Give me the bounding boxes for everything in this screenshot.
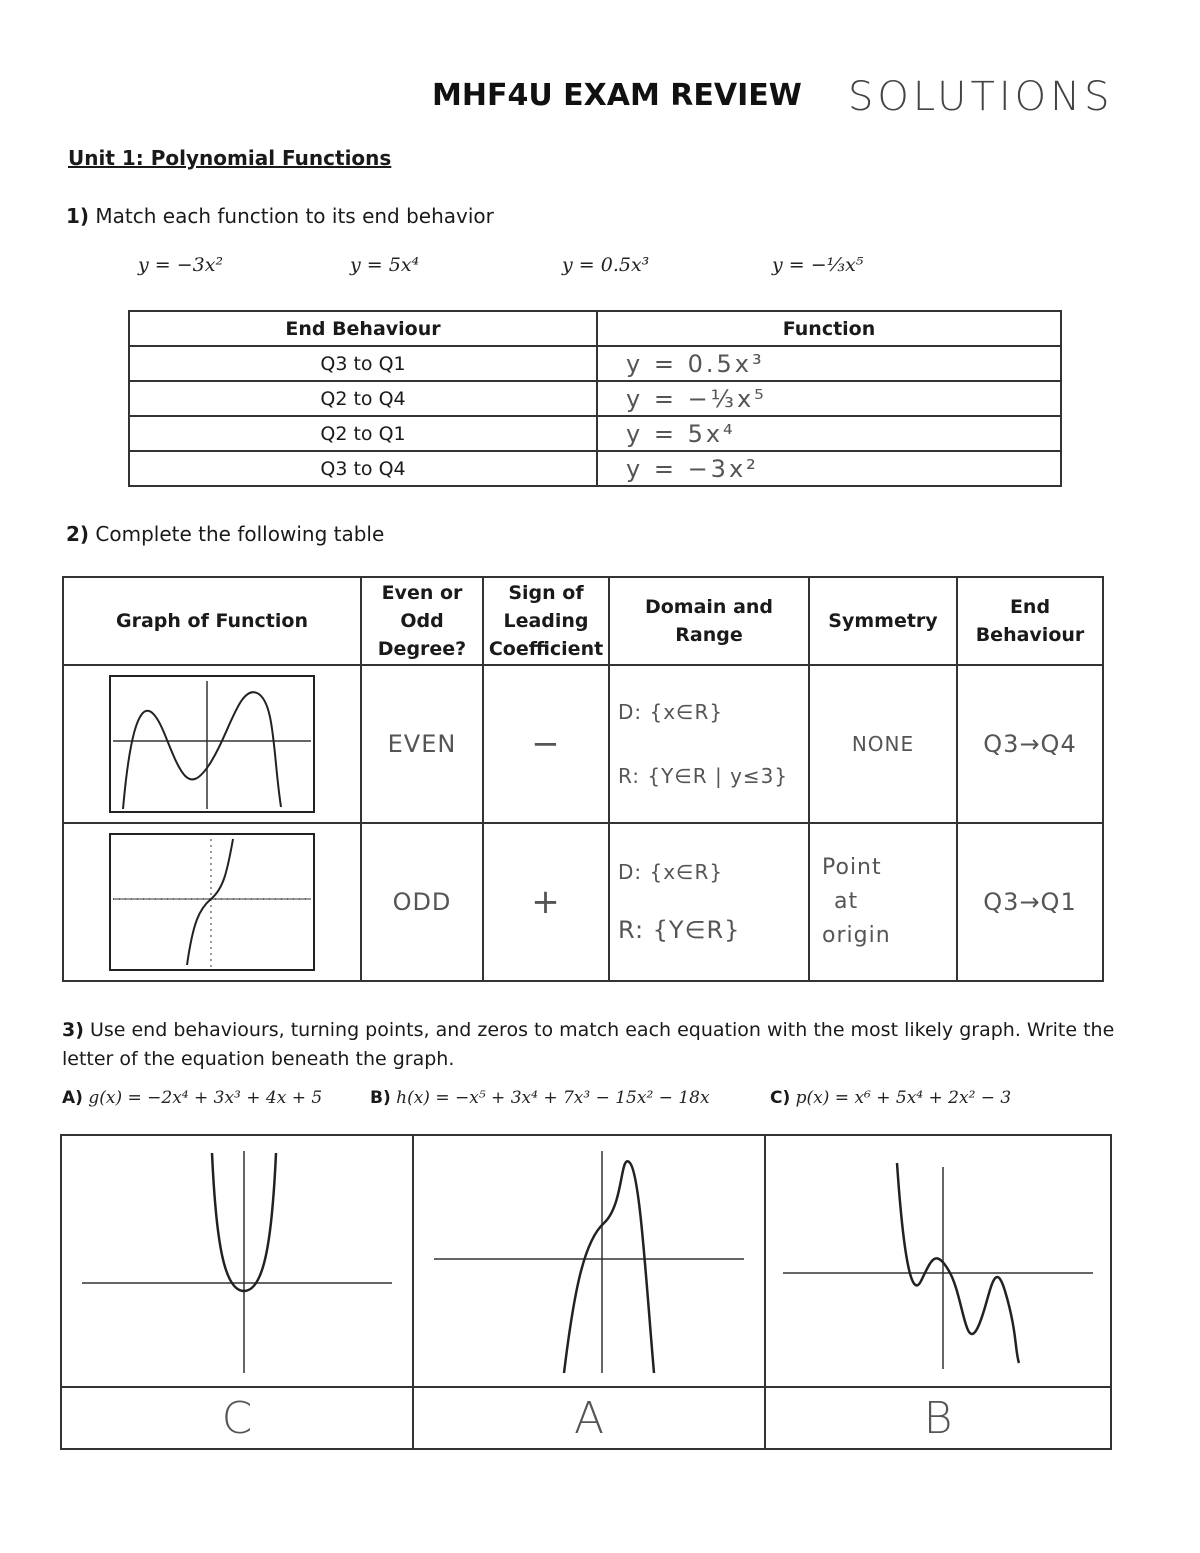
- function-answer-cell[interactable]: y = −3x²: [597, 451, 1061, 486]
- q3-graph-table: [60, 1134, 1112, 1450]
- q2-prompt-text: Complete the following table: [95, 522, 385, 546]
- symmetry-line: origin: [822, 923, 891, 948]
- graph-cell: [765, 1135, 1111, 1387]
- equation-text: p(x) = x⁶ + 5x⁴ + 2x² − 3: [795, 1088, 1012, 1108]
- header-end-line: End: [1009, 596, 1051, 618]
- header-degree: [361, 577, 483, 665]
- header-sign-line: Coefficient: [488, 638, 604, 660]
- header-degree-line: Degree?: [377, 638, 467, 660]
- quartic-negative-graph: [424, 1141, 754, 1381]
- range-answer: R: {Y∈R | y≤3}: [618, 764, 789, 788]
- q1-function-1: y = −3x²: [138, 254, 224, 276]
- header-domain-line: Domain and: [644, 596, 774, 618]
- domain-answer: D: {x∈R}: [618, 860, 724, 884]
- end-behaviour-cell: Q2 to Q4: [129, 381, 597, 416]
- function-answer-cell[interactable]: y = −⅓x⁵: [597, 381, 1061, 416]
- sign-answer[interactable]: +: [483, 823, 609, 981]
- answer-letter-cell[interactable]: C: [61, 1387, 413, 1449]
- q1-function-4: y = −⅓x⁵: [772, 254, 864, 276]
- q2-number: 2): [66, 522, 90, 546]
- graph-cell: [63, 823, 361, 981]
- equation-label: A): [62, 1088, 83, 1108]
- symmetry-answer[interactable]: [809, 823, 957, 981]
- u-shaped-graph: [72, 1141, 402, 1381]
- quartic-graph: [109, 675, 315, 813]
- q1-prompt-text: Match each function to its end behavior: [95, 204, 494, 228]
- unit-heading: Unit 1: Polynomial Functions: [68, 146, 392, 170]
- end-behaviour-answer[interactable]: Q3→Q1: [957, 823, 1103, 981]
- symmetry-answer[interactable]: NONE: [809, 665, 957, 823]
- graph-cell: [63, 665, 361, 823]
- function-answer-cell[interactable]: y = 0.5x³: [597, 346, 1061, 381]
- table-row: [129, 381, 1061, 416]
- equation-text: h(x) = −x⁵ + 3x⁴ + 7x³ − 15x² − 18x: [396, 1088, 710, 1108]
- q3-equation-c: [770, 1088, 1011, 1108]
- table-row: [129, 416, 1061, 451]
- q1-function-3: y = 0.5x³: [562, 254, 650, 276]
- header-degree-line: Even or: [381, 582, 463, 604]
- range-answer: R: {Y∈R}: [618, 916, 741, 944]
- q1-table: [128, 310, 1062, 487]
- end-behaviour-cell: Q3 to Q4: [129, 451, 597, 486]
- graph-cell: [61, 1135, 413, 1387]
- q3-equation-b: [370, 1088, 710, 1108]
- domain-range-answer[interactable]: [609, 823, 809, 981]
- header-sign-line: Sign of: [508, 582, 584, 604]
- end-behaviour-cell: Q2 to Q1: [129, 416, 597, 451]
- q3-prompt-text: Use end behaviours, turning points, and zeros to match each equation with the most likely graph. Write the letter of the equation beneath the graph.: [62, 1019, 1115, 1070]
- degree-answer[interactable]: ODD: [361, 823, 483, 981]
- q3-prompt: [62, 1016, 1122, 1074]
- cubic-graph: [109, 833, 315, 971]
- table-row: [63, 665, 1103, 823]
- q2-table: [62, 576, 1104, 982]
- q2-prompt: [66, 522, 384, 546]
- table-row: [129, 346, 1061, 381]
- equation-label: B): [370, 1088, 391, 1108]
- table-row: [63, 823, 1103, 981]
- degree-answer[interactable]: EVEN: [361, 665, 483, 823]
- header-symmetry: Symmetry: [809, 577, 957, 665]
- symmetry-line: Point: [822, 855, 882, 880]
- answer-letter-cell[interactable]: B: [765, 1387, 1111, 1449]
- header-end-behaviour: [957, 577, 1103, 665]
- domain-answer: D: {x∈R}: [618, 700, 724, 724]
- table-row: [129, 451, 1061, 486]
- header-graph: Graph of Function: [63, 577, 361, 665]
- symmetry-line: at: [834, 889, 859, 914]
- equation-text: g(x) = −2x⁴ + 3x³ + 4x + 5: [88, 1088, 323, 1108]
- header-domain-range: [609, 577, 809, 665]
- q3-equation-a: [62, 1088, 322, 1108]
- q3-number: 3): [62, 1019, 84, 1041]
- equation-label: C): [770, 1088, 791, 1108]
- header-end-line: Behaviour: [975, 624, 1085, 646]
- q1-number: 1): [66, 204, 90, 228]
- q1-header-function: Function: [597, 311, 1061, 346]
- q1-header-end: End Behaviour: [129, 311, 597, 346]
- solutions-stamp: SOLUTIONS: [848, 74, 1114, 120]
- graph-cell: [413, 1135, 765, 1387]
- header-sign-line: Leading: [503, 610, 589, 632]
- function-answer-cell[interactable]: y = 5x⁴: [597, 416, 1061, 451]
- quintic-graph: [773, 1141, 1103, 1381]
- q1-function-2: y = 5x⁴: [350, 254, 420, 276]
- header-degree-line: Odd: [400, 610, 444, 632]
- page-title: MHF4U EXAM REVIEW: [432, 78, 802, 113]
- q1-prompt: [66, 204, 494, 228]
- header-sign: [483, 577, 609, 665]
- domain-range-answer[interactable]: [609, 665, 809, 823]
- end-behaviour-answer[interactable]: Q3→Q4: [957, 665, 1103, 823]
- end-behaviour-cell: Q3 to Q1: [129, 346, 597, 381]
- sign-answer[interactable]: −: [483, 665, 609, 823]
- header-domain-line: Range: [675, 624, 743, 646]
- answer-letter-cell[interactable]: A: [413, 1387, 765, 1449]
